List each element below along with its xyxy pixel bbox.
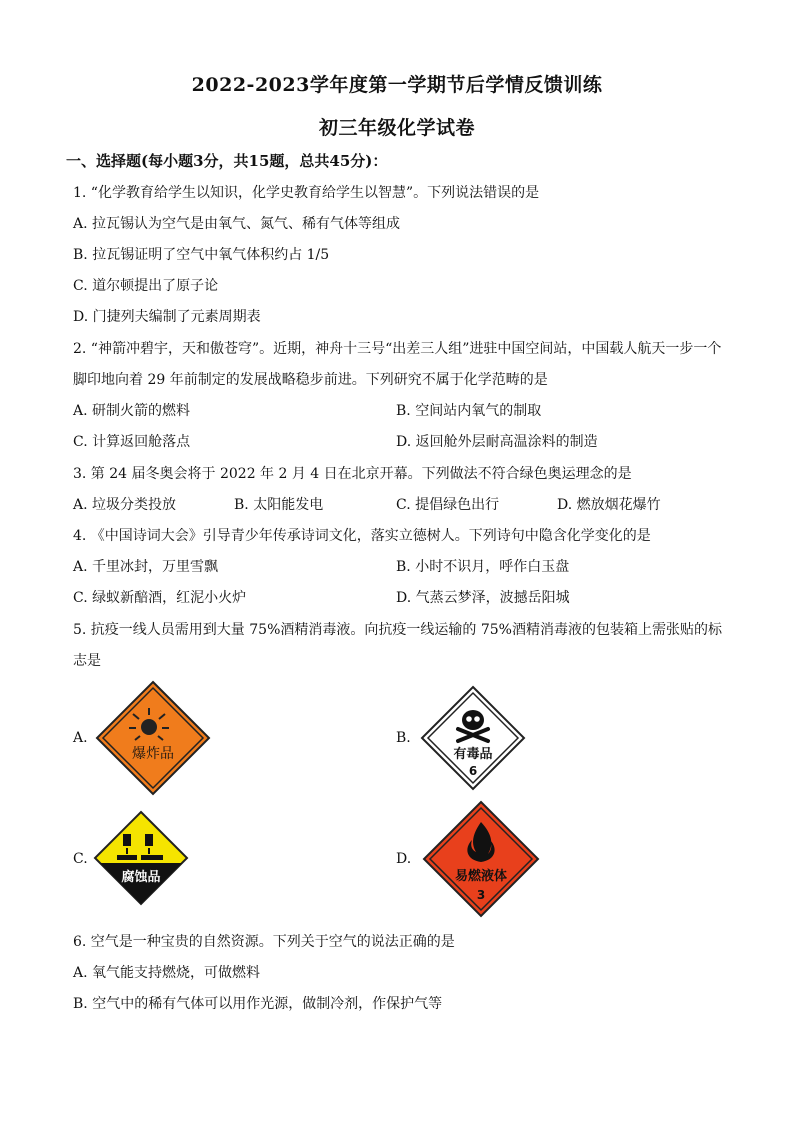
question-5-option-c-label: C.	[73, 851, 88, 867]
exam-title: 2022-2023学年度第一学期节后学情反馈训练	[191, 74, 603, 96]
flammable-liquid-sign-text: 易燃液体	[454, 869, 508, 884]
flammable-liquid-sign-number: 3	[476, 888, 486, 902]
question-2-option-c: C. 计算返回舱落点	[73, 434, 191, 450]
corrosive-sign-text: 腐蚀品	[121, 870, 161, 885]
question-2-option-d: D. 返回舱外层耐高温涂料的制造	[396, 434, 598, 450]
toxic-sign	[420, 685, 526, 791]
question-3-option-c: C. 提倡绿色出行	[396, 497, 500, 513]
explosive-sign-text: 爆炸品	[132, 746, 174, 762]
question-6-stem: 6. 空气是一种宝贵的自然资源。下列关于空气的说法正确的是	[73, 934, 455, 950]
question-3-stem: 3. 第 24 届冬奥会将于 2022 年 2 月 4 日在北京开幕。下列做法不符合绿色奥运理念的是	[73, 466, 632, 482]
question-5-option-d-label: D.	[396, 851, 412, 867]
toxic-sign-text: 有毒品	[453, 747, 493, 762]
question-2-stem-line1: 2. “神箭冲碧宇，天和傲苍穹”。近期，神舟十三号“出差三人组”进驻中国空间站，中国载人航天一步一个	[73, 341, 722, 357]
question-6-option-b: B. 空气中的稀有气体可以用作光源，做制冷剂，作保护气等	[73, 996, 443, 1012]
question-4-stem: 4. 《中国诗词大会》引导青少年传承诗词文化，落实立德树人。下列诗句中隐含化学变化的是	[73, 528, 651, 544]
question-3-option-b: B. 太阳能发电	[234, 497, 324, 513]
flammable-liquid-sign	[422, 800, 540, 918]
question-4-option-a: A. 千里冰封，万里雪飘	[73, 559, 219, 575]
question-5-stem-line2: 志是	[73, 653, 101, 669]
question-1-option-b: B. 拉瓦锡证明了空气中氧气体积约占 1/5	[73, 247, 330, 263]
question-3-option-a: A. 垃圾分类投放	[73, 497, 177, 513]
question-3-option-d: D. 燃放烟花爆竹	[557, 497, 661, 513]
question-5-option-a-label: A.	[73, 730, 88, 746]
question-2-option-b: B. 空间站内氧气的制取	[396, 403, 542, 419]
explosive-sign	[95, 680, 211, 796]
question-1-option-c: C. 道尔顿提出了原子论	[73, 278, 219, 294]
toxic-sign-number: 6	[468, 764, 478, 778]
question-2-option-a: A. 研制火箭的燃料	[73, 403, 191, 419]
question-2-stem-line2: 脚印地向着 29 年前制定的发展战略稳步前进。下列研究不属于化学范畴的是	[73, 372, 548, 388]
exam-subtitle: 初三年级化学试卷	[318, 117, 475, 139]
section-heading: 一、选择题(每小题3分，共15题，总共45分)：	[66, 152, 388, 170]
question-5-stem-line1: 5. 抗疫一线人员需用到大量 75%酒精消毒液。向抗疫一线运输的 75%酒精消毒液的包装箱上需张贴的标	[73, 622, 722, 638]
question-4-option-d: D. 气蒸云梦泽，波撼岳阳城	[396, 590, 570, 606]
corrosive-sign	[93, 810, 189, 906]
question-1-option-a: A. 拉瓦锡认为空气是由氧气、氮气、稀有气体等组成	[73, 216, 401, 232]
question-4-option-c: C. 绿蚁新醅酒，红泥小火炉	[73, 590, 247, 606]
question-1-option-d: D. 门捷列夫编制了元素周期表	[73, 309, 261, 325]
question-4-option-b: B. 小时不识月，呼作白玉盘	[396, 559, 570, 575]
question-5-option-b-label: B.	[396, 730, 411, 746]
question-1-stem: 1. “化学教育给学生以知识，化学史教育给学生以智慧”。下列说法错误的是	[73, 185, 540, 201]
question-6-option-a: A. 氧气能支持燃烧，可做燃料	[73, 965, 261, 981]
